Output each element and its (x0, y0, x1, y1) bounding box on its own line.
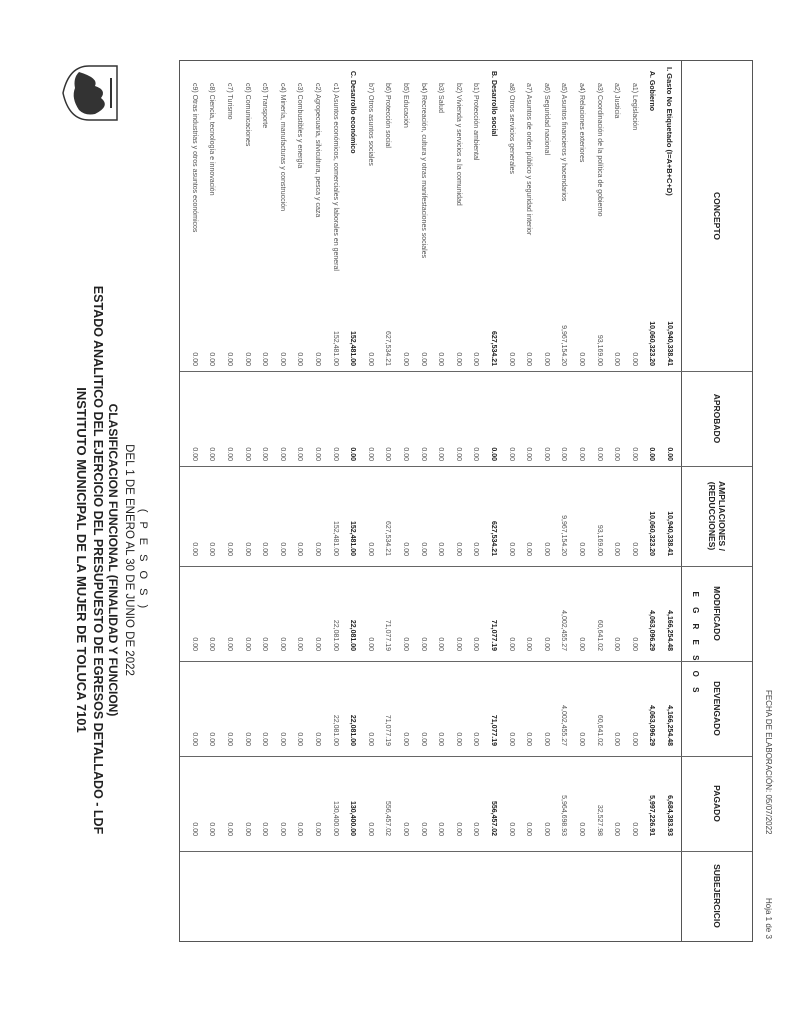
row-concepto: c5) Transporte (261, 83, 269, 129)
row-subejercicio: 5,997,226.91 (648, 795, 656, 836)
row-modificado: 627,534.21 (384, 520, 392, 556)
table-row (592, 61, 606, 941)
table-header (681, 61, 752, 941)
row-aprobado: 0.00 (226, 352, 233, 366)
row-pagado: 4,063,096.29 (648, 705, 656, 746)
row-aprobado: 0.00 (402, 352, 409, 366)
row-aprobado: 0.00 (630, 352, 638, 366)
row-pagado: 0.00 (190, 732, 198, 746)
row-devengado: 4,063,096.29 (648, 610, 656, 651)
table-row (345, 61, 359, 941)
table-row (609, 61, 623, 941)
row-subejercicio: 0.00 (630, 822, 638, 836)
row-aprobado: 93,169.00 (595, 334, 603, 366)
row-ampliaciones: 0.00 (190, 447, 198, 461)
col-pagado: PAGADO (712, 785, 722, 822)
row-subejercicio: 0.00 (208, 822, 216, 836)
row-aprobado: 152,481.00 (331, 330, 339, 366)
table-row (416, 61, 430, 941)
row-devengado: 0.00 (296, 637, 304, 651)
row-aprobado: 0.00 (278, 352, 286, 366)
row-ampliaciones: 0.00 (331, 447, 339, 461)
row-concepto: C. Desarrollo económico (349, 71, 357, 154)
row-aprobado: 0.00 (472, 352, 480, 366)
row-pagado: 60,641.02 (595, 714, 603, 746)
row-ampliaciones: 0.00 (490, 447, 497, 461)
budget-table (179, 60, 753, 942)
row-ampliaciones: 0.00 (243, 447, 251, 461)
row-aprobado: 0.00 (296, 352, 304, 366)
row-pagado: 22,081.00 (349, 714, 357, 746)
table-row (275, 61, 289, 941)
row-concepto: a3) Coordinación de la política de gobierno (595, 83, 603, 217)
row-subejercicio: 32,527.98 (595, 804, 603, 836)
row-devengado: 4,002,455.27 (560, 610, 568, 651)
row-aprobado: 0.00 (261, 352, 269, 366)
row-pagado: 0.00 (613, 732, 621, 746)
row-subejercicio: 0.00 (454, 822, 462, 836)
row-ampliaciones: 0.00 (630, 447, 638, 461)
row-devengado: 0.00 (613, 637, 621, 651)
row-concepto: b2) Vivienda y servicios a la comunidad (454, 83, 462, 206)
row-subejercicio: 0.00 (578, 822, 585, 836)
row-subejercicio: 130,400.00 (331, 800, 339, 836)
table-row (398, 61, 412, 941)
row-ampliaciones: 0.00 (666, 447, 673, 461)
row-subejercicio: 6,684,383.93 (666, 795, 673, 836)
table-row (662, 61, 676, 941)
row-pagado: 0.00 (542, 732, 550, 746)
row-ampliaciones: 0.00 (454, 447, 462, 461)
row-modificado: 0.00 (542, 542, 550, 556)
table-row (433, 61, 447, 941)
table-row (504, 61, 518, 941)
table-row (627, 61, 641, 941)
row-ampliaciones: 0.00 (578, 447, 585, 461)
row-concepto: c9) Otras industrias y otros asuntos económicos (190, 83, 198, 233)
row-aprobado: 0.00 (366, 352, 374, 366)
row-devengado: 0.00 (472, 637, 480, 651)
row-aprobado: 0.00 (208, 352, 216, 366)
row-aprobado: 0.00 (525, 352, 533, 366)
row-modificado: 0.00 (578, 542, 585, 556)
table-row (574, 61, 588, 941)
row-devengado: 0.00 (419, 637, 427, 651)
row-aprobado: 627,534.21 (490, 330, 497, 366)
row-concepto: a7) Asuntos de orden público y seguridad interior (525, 83, 533, 236)
table-row (187, 61, 201, 941)
row-modificado: 152,481.00 (331, 520, 339, 556)
row-concepto: B. Desarrollo social (490, 71, 497, 137)
row-concepto: c8) Ciencia, tecnología e innovación (208, 83, 216, 196)
col-concepto: CONCEPTO (712, 191, 722, 241)
table-row (292, 61, 306, 941)
row-pagado: 71,077.19 (384, 714, 392, 746)
row-aprobado: 0.00 (190, 352, 198, 366)
row-modificado: 0.00 (507, 542, 515, 556)
institution-name: INSTITUTO MUNICIPAL DE LA MUJER DE TOLUCA 7101 (74, 387, 89, 733)
row-aprobado: 627,534.21 (384, 330, 392, 366)
row-devengado: 4,166,254.48 (666, 610, 673, 651)
row-concepto: b7) Otros asuntos sociales (366, 83, 374, 166)
row-devengado: 0.00 (226, 637, 233, 651)
row-ampliaciones: 0.00 (278, 447, 286, 461)
row-modificado: 0.00 (454, 542, 462, 556)
row-ampliaciones: 0.00 (542, 447, 550, 461)
row-devengado: 0.00 (578, 637, 585, 651)
row-pagado: 0.00 (226, 732, 233, 746)
row-subejercicio: 0.00 (437, 822, 445, 836)
row-pagado: 0.00 (507, 732, 515, 746)
row-concepto: b4) Recreación, cultura y otras manifestaciones sociales (419, 83, 427, 259)
row-concepto: c4) Minería, manufacturas y construcción (278, 83, 286, 211)
row-modificado: 627,534.21 (490, 520, 497, 556)
row-pagado: 0.00 (366, 732, 374, 746)
row-concepto: b3) Salud (437, 83, 445, 113)
row-devengado: 0.00 (278, 637, 286, 651)
row-modificado: 10,940,338.41 (666, 511, 673, 556)
table-row (310, 61, 324, 941)
row-ampliaciones: 0.00 (648, 447, 656, 461)
table-row (486, 61, 500, 941)
row-concepto: a2) Justicia (613, 83, 621, 119)
row-modificado: 9,967,154.20 (560, 515, 568, 556)
row-devengado: 0.00 (366, 637, 374, 651)
row-pagado: 0.00 (208, 732, 216, 746)
row-ampliaciones: 0.00 (314, 447, 321, 461)
row-aprobado: 0.00 (437, 352, 445, 366)
row-devengado: 22,081.00 (331, 619, 339, 651)
row-pagado: 0.00 (419, 732, 427, 746)
row-modificado: 0.00 (190, 542, 198, 556)
row-ampliaciones: 0.00 (419, 447, 427, 461)
row-aprobado: 0.00 (454, 352, 462, 366)
row-modificado: 0.00 (525, 542, 533, 556)
row-devengado: 60,641.02 (595, 619, 603, 651)
table-row (556, 61, 570, 941)
row-subejercicio: 0.00 (542, 822, 550, 836)
classification-title: CLASIFICACION FUNCIONAL (FINALIDAD Y FUNCION) (106, 403, 120, 717)
table-row (222, 61, 236, 941)
row-devengado: 22,081.00 (349, 619, 357, 651)
row-pagado: 71,077.19 (490, 714, 497, 746)
row-pagado: 0.00 (296, 732, 304, 746)
row-subejercicio: 0.00 (366, 822, 374, 836)
row-aprobado: 10,940,338.41 (666, 321, 673, 366)
table-row (539, 61, 553, 941)
row-subejercicio: 130,400.00 (349, 800, 357, 836)
row-subejercicio: 0.00 (296, 822, 304, 836)
row-pagado: 0.00 (314, 732, 321, 746)
row-concepto: c2) Agropecuaria, silvicultura, pesca y caza (314, 83, 321, 218)
col-subejercicio: SUBEJERCICIO (712, 864, 722, 928)
row-ampliaciones: 0.00 (560, 447, 568, 461)
row-concepto: a1) Legislación (630, 83, 638, 131)
row-modificado: 10,060,323.20 (648, 511, 656, 556)
row-aprobado: 152,481.00 (349, 330, 357, 366)
row-devengado: 0.00 (402, 637, 409, 651)
row-ampliaciones: 0.00 (261, 447, 269, 461)
row-aprobado: 0.00 (542, 352, 550, 366)
row-pagado: 0.00 (402, 732, 409, 746)
row-ampliaciones: 0.00 (402, 447, 409, 461)
row-concepto: b6) Protección social (384, 83, 392, 148)
row-subejercicio: 556,457.02 (384, 800, 392, 836)
row-pagado: 0.00 (525, 732, 533, 746)
row-modificado: 0.00 (366, 542, 374, 556)
row-subejercicio: 0.00 (261, 822, 269, 836)
row-concepto: a6) Seguridad nacional (542, 83, 550, 155)
row-aprobado: 0.00 (314, 352, 321, 366)
report-period: DEL 1 DE ENERO AL 30 DE JUNIO DE 2022 (123, 444, 135, 676)
egresos-group-label: E G R E S O S (691, 591, 700, 697)
row-pagado: 4,166,254.48 (666, 705, 673, 746)
row-concepto: b5) Educación (402, 83, 409, 128)
row-pagado: 0.00 (437, 732, 445, 746)
row-concepto: c6) Comunicaciones (243, 83, 251, 147)
row-concepto: b1) Protección ambiental (472, 83, 480, 161)
row-modificado: 0.00 (243, 542, 251, 556)
row-modificado: 0.00 (419, 542, 427, 556)
row-subejercicio: 0.00 (419, 822, 427, 836)
col-modificado: MODIFICADO (712, 586, 722, 641)
row-devengado: 0.00 (525, 637, 533, 651)
row-devengado: 0.00 (261, 637, 269, 651)
row-devengado: 71,077.19 (490, 619, 497, 651)
row-pagado: 0.00 (454, 732, 462, 746)
row-subejercicio: 0.00 (278, 822, 286, 836)
row-concepto: a5) Asuntos financieros y hacendarios (560, 83, 568, 202)
row-subejercicio: 0.00 (472, 822, 480, 836)
row-concepto: c7) Turismo (226, 83, 233, 120)
row-concepto: a4) Relaciones exteriores (578, 83, 585, 163)
row-aprobado: 0.00 (243, 352, 251, 366)
table-row (240, 61, 254, 941)
table-row (257, 61, 271, 941)
row-devengado: 0.00 (314, 637, 321, 651)
table-row (363, 61, 377, 941)
row-subejercicio: 0.00 (507, 822, 515, 836)
row-pagado: 0.00 (630, 732, 638, 746)
row-devengado: 0.00 (190, 637, 198, 651)
row-subejercicio: 0.00 (226, 822, 233, 836)
table-row (328, 61, 342, 941)
row-aprobado: 0.00 (507, 352, 515, 366)
table-body (186, 61, 680, 941)
currency-note: ( P E S O S ) (137, 508, 149, 612)
row-aprobado: 0.00 (578, 352, 585, 366)
row-ampliaciones: 0.00 (384, 447, 392, 461)
row-subejercicio: 0.00 (613, 822, 621, 836)
row-modificado: 0.00 (226, 542, 233, 556)
table-row (451, 61, 465, 941)
row-ampliaciones: 0.00 (472, 447, 480, 461)
row-concepto: I. Gasto No Etiquetado (I=A+B+C+D) (665, 67, 674, 196)
row-modificado: 152,481.00 (349, 520, 357, 556)
table-row (521, 61, 535, 941)
row-modificado: 0.00 (296, 542, 304, 556)
table-row (468, 61, 482, 941)
row-ampliaciones: 0.00 (296, 447, 304, 461)
row-concepto: A. Gobierno (648, 71, 656, 112)
row-devengado: 0.00 (454, 637, 462, 651)
table-row (644, 61, 658, 941)
row-ampliaciones: 0.00 (366, 447, 374, 461)
row-aprobado: 0.00 (613, 352, 621, 366)
row-modificado: 0.00 (314, 542, 321, 556)
row-ampliaciones: 0.00 (525, 447, 533, 461)
row-modificado: 0.00 (437, 542, 445, 556)
row-pagado: 4,002,455.27 (560, 705, 568, 746)
row-devengado: 0.00 (243, 637, 251, 651)
row-concepto: c3) Combustibles y energía (296, 83, 304, 169)
row-ampliaciones: 0.00 (349, 447, 357, 461)
row-subejercicio: 0.00 (243, 822, 251, 836)
row-pagado: 0.00 (278, 732, 286, 746)
row-subejercicio: 556,457.02 (490, 800, 497, 836)
row-ampliaciones: 0.00 (613, 447, 621, 461)
col-ampliaciones: AMPLIACIONES / (REDUCCIONES) (707, 481, 727, 551)
row-ampliaciones: 0.00 (595, 447, 603, 461)
report-title: ESTADO ANALITICO DEL EJERCICIO DEL PRESUPUESTO DE EGRESOS DETALLADO - LDF (91, 285, 105, 835)
elaboration-date: FECHA DE ELABORACIÓN: 05/07/2022 (764, 690, 773, 835)
row-aprobado: 9,967,154.20 (560, 325, 568, 366)
row-devengado: 0.00 (507, 637, 515, 651)
row-ampliaciones: 0.00 (208, 447, 216, 461)
row-devengado: 0.00 (437, 637, 445, 651)
row-subejercicio: 5,964,698.93 (560, 795, 568, 836)
row-modificado: 0.00 (613, 542, 621, 556)
row-ampliaciones: 0.00 (507, 447, 515, 461)
municipal-seal-icon (59, 58, 129, 128)
row-pagado: 0.00 (578, 732, 585, 746)
row-subejercicio: 0.00 (402, 822, 409, 836)
row-modificado: 0.00 (208, 542, 216, 556)
row-pagado: 0.00 (472, 732, 480, 746)
row-modificado: 0.00 (630, 542, 638, 556)
row-devengado: 0.00 (542, 637, 550, 651)
row-pagado: 0.00 (261, 732, 269, 746)
row-aprobado: 0.00 (419, 352, 427, 366)
row-pagado: 0.00 (243, 732, 251, 746)
row-modificado: 0.00 (261, 542, 269, 556)
row-pagado: 22,081.00 (331, 714, 339, 746)
row-modificado: 0.00 (472, 542, 480, 556)
table-row (204, 61, 218, 941)
row-subejercicio: 0.00 (525, 822, 533, 836)
row-modificado: 0.00 (402, 542, 409, 556)
row-concepto: c1) Asuntos económicos, comerciales y laborales en general (331, 83, 339, 271)
row-devengado: 71,077.19 (384, 619, 392, 651)
col-devengado: DEVENGADO (712, 681, 722, 736)
row-subejercicio: 0.00 (190, 822, 198, 836)
row-modificado: 93,169.00 (595, 524, 603, 556)
row-aprobado: 10,060,323.20 (648, 321, 656, 366)
row-ampliaciones: 0.00 (437, 447, 445, 461)
col-aprobado: APROBADO (712, 393, 722, 444)
row-ampliaciones: 0.00 (226, 447, 233, 461)
row-devengado: 0.00 (208, 637, 216, 651)
table-row (380, 61, 394, 941)
row-modificado: 0.00 (278, 542, 286, 556)
row-devengado: 0.00 (630, 637, 638, 651)
row-subejercicio: 0.00 (314, 822, 321, 836)
row-concepto: a8) Otros servicios generales (507, 83, 515, 175)
page-number: Hoja 1 de 3 (764, 898, 773, 939)
